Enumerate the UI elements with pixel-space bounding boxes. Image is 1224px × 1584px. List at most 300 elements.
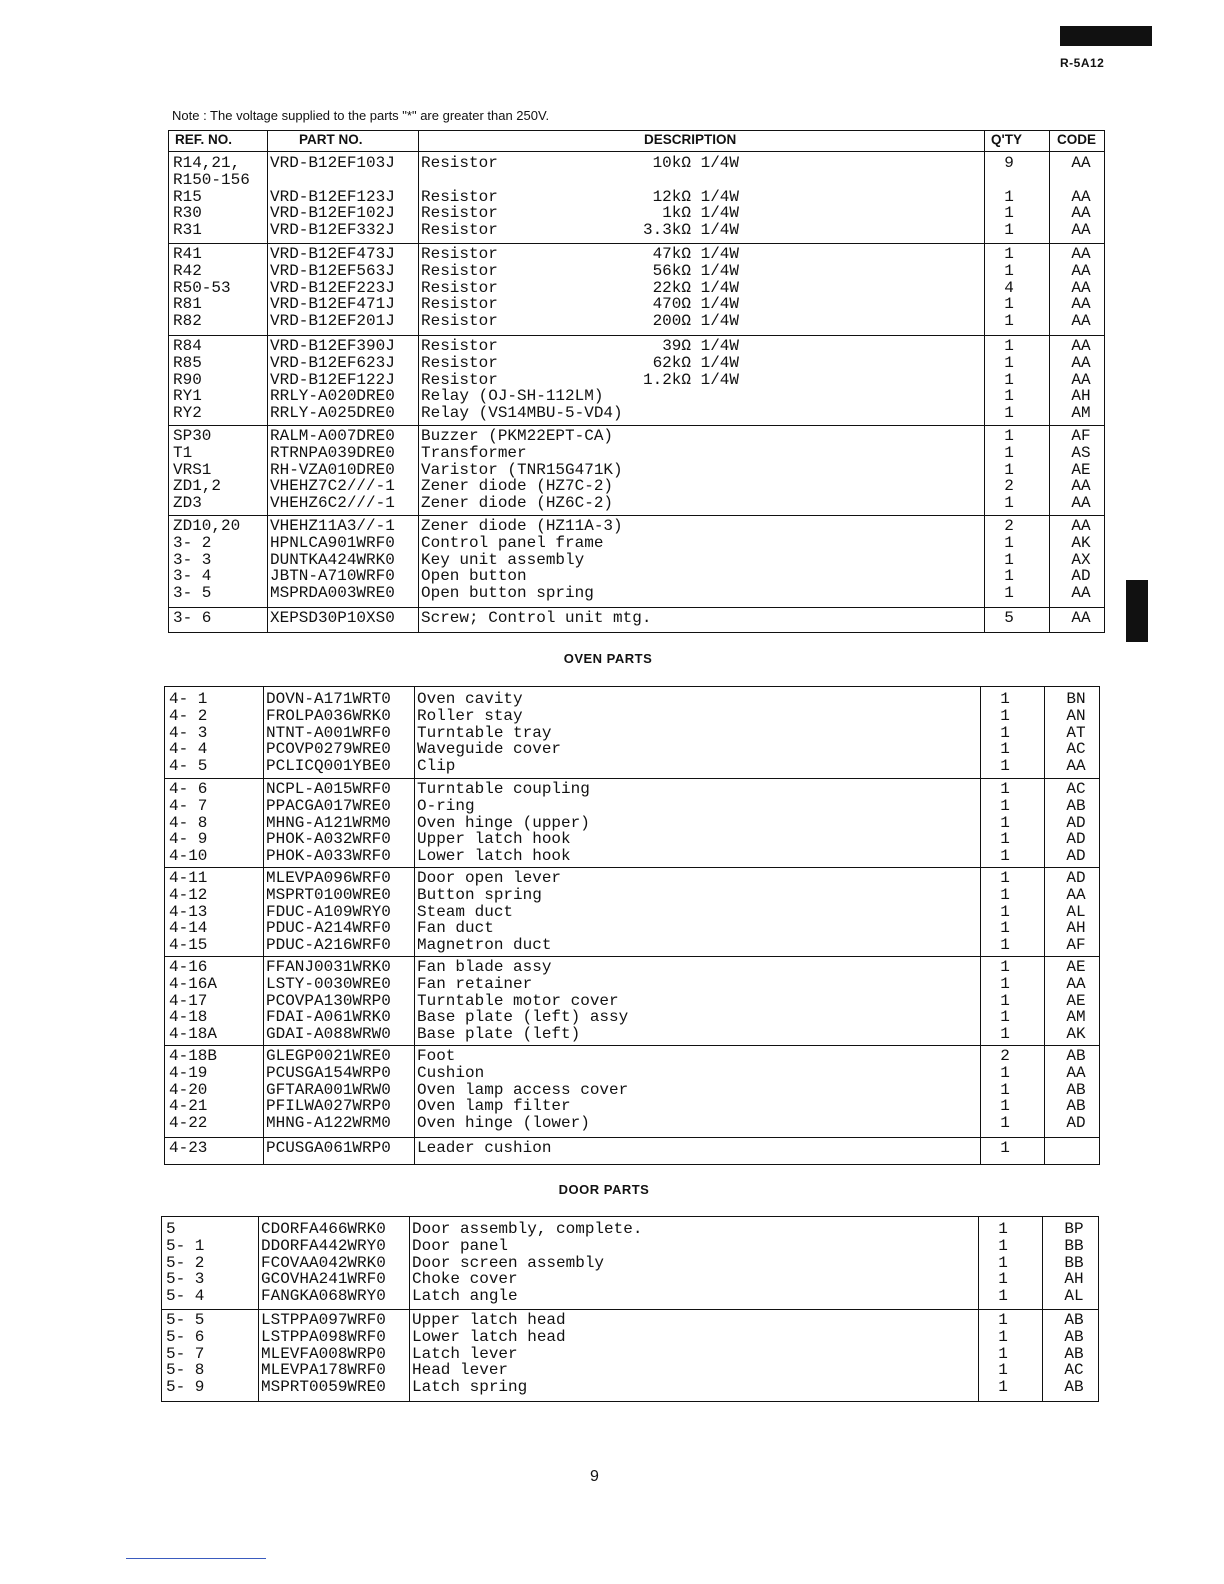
code-cell: AD (1066, 847, 1086, 866)
table-row (165, 1115, 1099, 1132)
table-row (165, 1026, 1099, 1043)
row-group (165, 778, 1099, 867)
ref-no-cell: 5- 8 (166, 1361, 205, 1380)
code-cell: BN (1066, 690, 1086, 708)
row-group (169, 153, 1104, 243)
code-cell: AL (1066, 902, 1086, 921)
part-no-cell: VRD-B12EF390J (270, 337, 395, 355)
part-no-cell: DDORFA442WRY0 (261, 1236, 386, 1255)
part-no-cell: CDORFA466WRK0 (261, 1220, 386, 1238)
description-cell: Oven hinge (lower) (417, 1114, 590, 1133)
table-row (169, 405, 1104, 422)
code-cell: AA (1071, 245, 1091, 263)
part-no-cell: FCOVAA042WRK0 (261, 1253, 386, 1272)
value-cell: 39Ω 1/4W (662, 337, 739, 355)
code-cell: AA (1071, 584, 1091, 603)
code-cell: AS (1071, 443, 1091, 462)
row-group (169, 515, 1104, 607)
description-cell: Resistor (421, 353, 498, 372)
door-parts-title: DOOR PARTS (558, 1182, 650, 1197)
description-cell: Upper latch head (412, 1311, 566, 1329)
code-cell: AB (1064, 1311, 1084, 1329)
qty-cell: 1 (1004, 460, 1014, 479)
part-no-cell: HPNLCA901WRF0 (270, 533, 395, 552)
qty-cell: 1 (1000, 813, 1010, 832)
description-cell: Latch angle (412, 1287, 518, 1306)
description-cell: Resistor (421, 370, 498, 389)
value-cell: 200Ω 1/4W (652, 312, 739, 331)
description-cell: Latch spring (412, 1378, 528, 1397)
part-no-cell: GDAI-A088WRW0 (266, 1025, 391, 1044)
table-row (169, 263, 1104, 280)
code-cell: AA (1071, 154, 1091, 172)
part-no-cell: GCOVHA241WRF0 (261, 1270, 386, 1289)
qty-cell: 1 (1004, 353, 1014, 372)
table-row (169, 155, 1104, 172)
part-no-cell: NCPL-A015WRF0 (266, 780, 391, 798)
ref-no-cell: SP30 (173, 427, 212, 445)
part-no-cell: LSTPPA097WRF0 (261, 1311, 386, 1329)
ref-no-cell: 5- 6 (166, 1327, 205, 1346)
description-cell: Upper latch hook (417, 830, 571, 849)
qty-cell: 1 (1000, 1080, 1010, 1099)
ref-no-cell: 3- 2 (173, 533, 212, 552)
description-cell: Zener diode (HZ11A-3) (421, 517, 623, 535)
part-no-cell: VHEHZ11A3//-1 (270, 517, 395, 535)
code-cell: BB (1064, 1236, 1084, 1255)
ref-no-cell: ZD3 (173, 494, 202, 513)
ref-no-cell: 5- 9 (166, 1378, 205, 1397)
table-row (162, 1346, 1098, 1363)
electrical-parts-table (168, 130, 1105, 633)
code-cell: AE (1071, 460, 1091, 479)
qty-cell: 1 (1004, 567, 1014, 586)
table-row (162, 1288, 1098, 1305)
ref-no-cell: R15 (173, 187, 202, 206)
table-row (169, 610, 1104, 627)
qty-cell: 1 (1004, 387, 1014, 406)
table-row (165, 1065, 1099, 1082)
row-group (165, 1045, 1099, 1137)
col-part-header: PART NO. (299, 132, 363, 147)
table-row (165, 920, 1099, 937)
code-cell: AE (1066, 991, 1086, 1010)
col-desc-header: DESCRIPTION (644, 132, 737, 147)
description-cell: Control panel frame (421, 533, 604, 552)
description-cell: Door panel (412, 1236, 509, 1255)
part-no-cell: JBTN-A710WRF0 (270, 567, 395, 586)
description-cell: Door screen assembly (412, 1253, 605, 1272)
qty-cell: 1 (1000, 869, 1010, 887)
code-cell: AA (1066, 1063, 1086, 1082)
row-group (162, 1219, 1098, 1309)
qty-cell: 1 (1000, 1097, 1010, 1116)
qty-cell: 1 (1000, 1008, 1010, 1027)
part-no-cell: VRD-B12EF563J (270, 261, 395, 280)
description-cell: Resistor (421, 221, 498, 240)
code-cell: AB (1064, 1327, 1084, 1346)
qty-cell: 2 (1004, 517, 1014, 535)
part-no-cell: PFILWA027WRP0 (266, 1097, 391, 1116)
table-row (165, 815, 1099, 832)
ref-no-cell: 4-18B (169, 1047, 218, 1065)
description-cell: Magnetron duct (417, 936, 552, 955)
description-cell: Zener diode (HZ7C-2) (421, 477, 614, 496)
table-row (165, 1009, 1099, 1026)
table-row (165, 741, 1099, 758)
description-cell: Key unit assembly (421, 550, 585, 569)
code-cell: AA (1071, 337, 1091, 355)
ref-no-cell: 5- 3 (166, 1270, 205, 1289)
value-cell: 1kΩ 1/4W (662, 204, 739, 223)
qty-cell: 1 (1004, 370, 1014, 389)
code-cell: AA (1071, 353, 1091, 372)
description-cell: Oven hinge (upper) (417, 813, 590, 832)
col-qty-header: Q'TY (991, 132, 1022, 147)
part-no-cell: PHOK-A033WRF0 (266, 847, 391, 866)
ref-no-cell: 3- 3 (173, 550, 212, 569)
part-no-cell: MHNG-A122WRM0 (266, 1114, 391, 1133)
table-row (169, 568, 1104, 585)
table-row (165, 831, 1099, 848)
description-cell: Lower latch head (412, 1327, 566, 1346)
qty-cell: 1 (1000, 706, 1010, 725)
code-cell: AA (1071, 261, 1091, 280)
description-cell: Leader cushion (417, 1139, 552, 1157)
part-no-cell: XEPSD30P10XS0 (270, 609, 395, 627)
table-row (165, 887, 1099, 904)
ref-no-cell: R150-156 (173, 170, 250, 189)
ref-no-cell: 4- 7 (169, 796, 208, 815)
description-cell: Door open lever (417, 869, 562, 887)
table-row (169, 388, 1104, 405)
part-no-cell: FROLPA036WRK0 (266, 706, 391, 725)
description-cell: Button spring (417, 885, 542, 904)
part-no-cell: MLEVFA008WRP0 (261, 1344, 386, 1363)
code-cell: AM (1066, 1008, 1086, 1027)
code-cell: AA (1066, 757, 1086, 776)
table-row (165, 1140, 1099, 1157)
qty-cell: 1 (998, 1287, 1008, 1306)
ref-no-cell: 4-16 (169, 958, 208, 976)
ref-no-cell: R42 (173, 261, 202, 280)
page-number: 9 (590, 1468, 599, 1485)
code-cell: AC (1064, 1361, 1084, 1380)
description-cell: Oven lamp access cover (417, 1080, 629, 1099)
table-row (169, 445, 1104, 462)
description-cell: Foot (417, 1047, 456, 1065)
qty-cell: 1 (998, 1344, 1008, 1363)
code-cell: AA (1071, 221, 1091, 240)
table-row (162, 1362, 1098, 1379)
part-no-cell: PDUC-A214WRF0 (266, 919, 391, 938)
col-ref-header: REF. NO. (175, 132, 233, 147)
code-cell: AA (1066, 885, 1086, 904)
description-cell: Roller stay (417, 706, 523, 725)
ref-no-cell: 4-22 (169, 1114, 208, 1133)
part-no-cell: GLEGP0021WRE0 (266, 1047, 391, 1065)
description-cell: Clip (417, 757, 456, 776)
ref-no-cell: R90 (173, 370, 202, 389)
description-cell: Resistor (421, 337, 498, 355)
oven-parts-table (164, 686, 1100, 1165)
footer-rule (126, 1558, 266, 1559)
table-row (165, 959, 1099, 976)
qty-cell: 1 (1004, 261, 1014, 280)
code-cell: AH (1066, 919, 1086, 938)
code-cell: AB (1066, 1097, 1086, 1116)
value-cell: 3.3kΩ 1/4W (642, 221, 739, 240)
part-no-cell: VRD-B12EF103J (270, 154, 395, 172)
table-row (165, 976, 1099, 993)
table-row (165, 781, 1099, 798)
ref-no-cell: 4- 5 (169, 757, 208, 776)
qty-cell: 1 (1004, 533, 1014, 552)
table-row (165, 708, 1099, 725)
table-row (169, 189, 1104, 206)
table-row (162, 1312, 1098, 1329)
code-cell: AD (1066, 1114, 1086, 1133)
description-cell: Choke cover (412, 1270, 518, 1289)
col-code-header: CODE (1057, 132, 1097, 147)
part-no-cell: MLEVPA178WRF0 (261, 1361, 386, 1380)
description-cell: Latch lever (412, 1344, 518, 1363)
part-no-cell: NTNT-A001WRF0 (266, 723, 391, 742)
description-cell: Waveguide cover (417, 740, 562, 759)
description-cell: Fan retainer (417, 974, 533, 993)
ref-no-cell: 4-21 (169, 1097, 208, 1116)
table-row (169, 478, 1104, 495)
code-cell: AD (1066, 830, 1086, 849)
table-row (165, 937, 1099, 954)
qty-cell: 1 (1004, 443, 1014, 462)
part-no-cell: LSTPPA098WRF0 (261, 1327, 386, 1346)
table-row (169, 585, 1104, 602)
code-cell: AA (1071, 370, 1091, 389)
table-row (169, 552, 1104, 569)
part-no-cell: PCOVPA130WRP0 (266, 991, 391, 1010)
ref-no-cell: 4-15 (169, 936, 208, 955)
qty-cell: 1 (1000, 958, 1010, 976)
ref-no-cell: 3- 4 (173, 567, 212, 586)
code-cell: AA (1071, 609, 1091, 627)
description-cell: Resistor (421, 312, 498, 331)
part-no-cell: FDAI-A061WRK0 (266, 1008, 391, 1027)
code-cell: AL (1064, 1287, 1084, 1306)
table-header (169, 131, 1104, 152)
description-cell: Varistor (TNR15G471K) (421, 460, 623, 479)
qty-cell: 5 (1004, 609, 1014, 627)
description-cell: Oven cavity (417, 690, 523, 708)
code-cell: AF (1071, 427, 1091, 445)
qty-cell: 1 (998, 1378, 1008, 1397)
table-row (169, 355, 1104, 372)
table-row (162, 1238, 1098, 1255)
qty-cell: 1 (1000, 740, 1010, 759)
description-cell: Resistor (421, 278, 498, 297)
code-cell: AA (1071, 295, 1091, 314)
qty-cell: 1 (1000, 902, 1010, 921)
qty-cell: 1 (1004, 204, 1014, 223)
code-cell: AD (1071, 567, 1091, 586)
qty-cell: 1 (1004, 494, 1014, 513)
description-cell: Resistor (421, 295, 498, 314)
row-group (162, 1309, 1098, 1401)
ref-no-cell: RY2 (173, 404, 202, 423)
row-group (165, 867, 1099, 956)
code-cell: AA (1066, 974, 1086, 993)
section-marker-tab (1060, 26, 1152, 46)
ref-no-cell: 4-13 (169, 902, 208, 921)
qty-cell: 1 (1000, 885, 1010, 904)
qty-cell: 1 (1004, 404, 1014, 423)
ref-no-cell: R31 (173, 221, 202, 240)
qty-cell: 1 (998, 1311, 1008, 1329)
description-cell: Resistor (421, 187, 498, 206)
part-no-cell: LSTY-0030WRE0 (266, 974, 391, 993)
code-cell: AK (1071, 533, 1091, 552)
table-row (169, 338, 1104, 355)
code-cell: AF (1066, 936, 1086, 955)
qty-cell: 1 (998, 1270, 1008, 1289)
description-cell: Base plate (left) assy (417, 1008, 629, 1027)
row-group (165, 1137, 1099, 1161)
value-cell: 62kΩ 1/4W (652, 353, 739, 372)
table-row (165, 758, 1099, 775)
description-cell: Head lever (412, 1361, 509, 1380)
part-no-cell: VRD-B12EF623J (270, 353, 395, 372)
ref-no-cell: 4- 6 (169, 780, 208, 798)
code-cell: AM (1071, 404, 1091, 423)
value-cell: 56kΩ 1/4W (652, 261, 739, 280)
qty-cell: 1 (1000, 1114, 1010, 1133)
code-cell: AA (1071, 187, 1091, 206)
table-row (169, 296, 1104, 313)
code-cell: AB (1066, 1047, 1086, 1065)
qty-cell: 1 (998, 1253, 1008, 1272)
row-group (169, 425, 1104, 515)
part-no-cell: MSPRT0100WRE0 (266, 885, 391, 904)
qty-cell: 1 (1004, 427, 1014, 445)
table-row (169, 535, 1104, 552)
part-no-cell: DUNTKA424WRK0 (270, 550, 395, 569)
side-thumb-marker (1126, 580, 1148, 642)
table-row (162, 1329, 1098, 1346)
ref-no-cell: 4-12 (169, 885, 208, 904)
code-cell: AC (1066, 740, 1086, 759)
ref-no-cell: 4-19 (169, 1063, 208, 1082)
part-no-cell: VRD-B12EF122J (270, 370, 395, 389)
code-cell: AB (1064, 1344, 1084, 1363)
part-no-cell: MLEVPA096WRF0 (266, 869, 391, 887)
value-cell: 22kΩ 1/4W (652, 278, 739, 297)
part-no-cell: RALM-A007DRE0 (270, 427, 395, 445)
description-cell: Turntable motor cover (417, 991, 619, 1010)
description-cell: O-ring (417, 796, 475, 815)
description-cell: Resistor (421, 245, 498, 263)
description-cell: Door assembly, complete. (412, 1220, 643, 1238)
part-no-cell: VRD-B12EF123J (270, 187, 395, 206)
table-row (162, 1271, 1098, 1288)
table-row (165, 1082, 1099, 1099)
ref-no-cell: R50-53 (173, 278, 231, 297)
description-cell: Resistor (421, 261, 498, 280)
ref-no-cell: 4- 3 (169, 723, 208, 742)
part-no-cell: VRD-B12EF473J (270, 245, 395, 263)
part-no-cell: GFTARA001WRW0 (266, 1080, 391, 1099)
door-parts-table (161, 1216, 1099, 1402)
table-row (169, 205, 1104, 222)
qty-cell: 1 (1004, 245, 1014, 263)
part-no-cell: DOVN-A171WRT0 (266, 690, 391, 708)
ref-no-cell: 4- 2 (169, 706, 208, 725)
ref-no-cell: RY1 (173, 387, 202, 406)
part-no-cell: FANGKA068WRY0 (261, 1287, 386, 1306)
qty-cell: 1 (998, 1220, 1008, 1238)
ref-no-cell: R81 (173, 295, 202, 314)
table-row (165, 725, 1099, 742)
table-row (165, 904, 1099, 921)
part-no-cell: PDUC-A216WRF0 (266, 936, 391, 955)
description-cell: Zener diode (HZ6C-2) (421, 494, 614, 513)
table-row (165, 1048, 1099, 1065)
qty-cell: 9 (1004, 154, 1014, 172)
ref-no-cell: 4- 8 (169, 813, 208, 832)
ref-no-cell: 4-18A (169, 1025, 218, 1044)
qty-cell: 1 (1004, 337, 1014, 355)
description-cell: Open button spring (421, 584, 594, 603)
part-no-cell: VHEHZ7C2///-1 (270, 477, 395, 496)
value-cell: 47kΩ 1/4W (652, 245, 739, 263)
code-cell: AH (1071, 387, 1091, 406)
part-no-cell: RH-VZA010DRE0 (270, 460, 395, 479)
ref-no-cell: ZD1,2 (173, 477, 222, 496)
table-row (169, 495, 1104, 512)
ref-no-cell: 4-10 (169, 847, 208, 866)
qty-cell: 1 (1000, 1063, 1010, 1082)
qty-cell: 1 (1004, 295, 1014, 314)
part-no-cell: VRD-B12EF471J (270, 295, 395, 314)
description-cell: Steam duct (417, 902, 514, 921)
part-no-cell: VRD-B12EF223J (270, 278, 395, 297)
code-cell: AH (1064, 1270, 1084, 1289)
part-no-cell: VHEHZ6C2///-1 (270, 494, 395, 513)
qty-cell: 1 (1004, 221, 1014, 240)
code-cell: AA (1071, 278, 1091, 297)
code-cell: AA (1071, 312, 1091, 331)
ref-no-cell: ZD10,20 (173, 517, 241, 535)
ref-no-cell: 5- 2 (166, 1253, 205, 1272)
qty-cell: 1 (1000, 723, 1010, 742)
qty-cell: 1 (1000, 796, 1010, 815)
ref-no-cell: 4-14 (169, 919, 208, 938)
table-row (162, 1221, 1098, 1238)
description-cell: Turntable tray (417, 723, 552, 742)
description-cell: Relay (OJ-SH-112LM) (421, 387, 604, 406)
code-cell: BB (1064, 1253, 1084, 1272)
ref-no-cell: 4-16A (169, 974, 218, 993)
table-row (169, 372, 1104, 389)
qty-cell: 1 (1000, 1139, 1010, 1157)
code-cell: AD (1066, 813, 1086, 832)
description-cell: Buzzer (PKM22EPT-CA) (421, 427, 614, 445)
ref-no-cell: 4-11 (169, 869, 208, 887)
table-row (165, 870, 1099, 887)
description-cell: Cushion (417, 1063, 485, 1082)
code-cell: AA (1071, 494, 1091, 513)
table-row (169, 462, 1104, 479)
ref-no-cell: 5- 4 (166, 1287, 205, 1306)
